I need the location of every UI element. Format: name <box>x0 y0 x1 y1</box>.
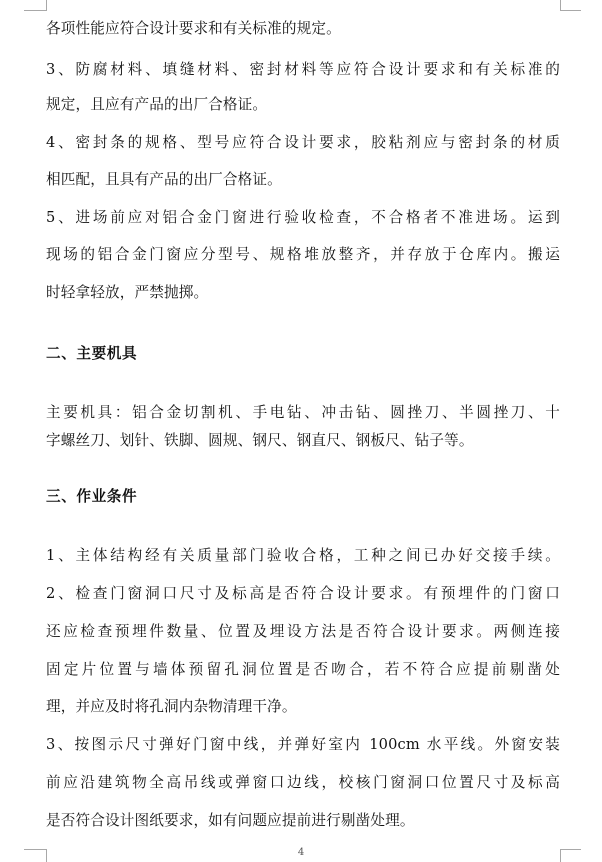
paragraph-line: 固定片位置与墙体预留孔洞位置是否吻合，若不符合应提前剔凿处 <box>46 661 560 678</box>
paragraph-line: 时轻拿轻放，严禁抛掷。 <box>46 284 209 301</box>
paragraph-line: 相匹配，且具有产品的出厂合格证。 <box>46 171 282 188</box>
paragraph-line: 3、防腐材料、填缝材料、密封材料等应符合设计要求和有关标准的 <box>46 61 560 78</box>
crop-mark-top-right <box>560 0 581 11</box>
paragraph-line: 1、主体结构经有关质量部门验收合格，工种之间已办好交接手续。 <box>46 547 560 564</box>
paragraph-line: 规定，且应有产品的出厂合格证。 <box>46 96 268 113</box>
paragraph-line: 还应检查预埋件数量、位置及埋设方法是否符合设计要求。两侧连接 <box>46 623 560 640</box>
section-heading-main-tools: 二、主要机具 <box>46 345 138 362</box>
paragraph-line: 2、检查门窗洞口尺寸及标高是否符合设计要求。有预埋件的门窗口 <box>46 585 560 602</box>
paragraph-line: 4、密封条的规格、型号应符合设计要求，胶粘剂应与密封条的材质 <box>46 134 560 151</box>
paragraph-line: 现场的铝合金门窗应分型号、规格堆放整齐，并存放于仓库内。搬运 <box>46 246 560 263</box>
section-heading-work-conditions: 三、作业条件 <box>46 488 138 505</box>
paragraph-line: 5、进场前应对铝合金门窗进行验收检查，不合格者不准进场。运到 <box>46 209 560 226</box>
paragraph-line: 各项性能应符合设计要求和有关标准的规定。 <box>46 20 341 37</box>
paragraph-line: 是否符合设计图纸要求，如有问题应提前进行剔凿处理。 <box>46 812 415 829</box>
page-number: 4 <box>297 847 305 858</box>
paragraph-line: 字螺丝刀、划针、铁脚、圆规、钢尺、钢直尺、钢板尺、钻子等。 <box>46 432 474 449</box>
paragraph-line: 前应沿建筑物全高吊线或弹窗口边线，校核门窗洞口位置尺寸及标高 <box>46 774 560 791</box>
crop-mark-top-left <box>24 0 47 11</box>
paragraph-line: 主要机具：铝合金切割机、手电钻、冲击钻、圆挫刀、半圆挫刀、十 <box>46 404 560 421</box>
paragraph-line: 理，并应及时将孔洞内杂物清理干净。 <box>46 698 297 715</box>
paragraph-line: 3、按图示尺寸弹好门窗中线，并弹好室内 100cm 水平线。外窗安装 <box>46 736 560 753</box>
